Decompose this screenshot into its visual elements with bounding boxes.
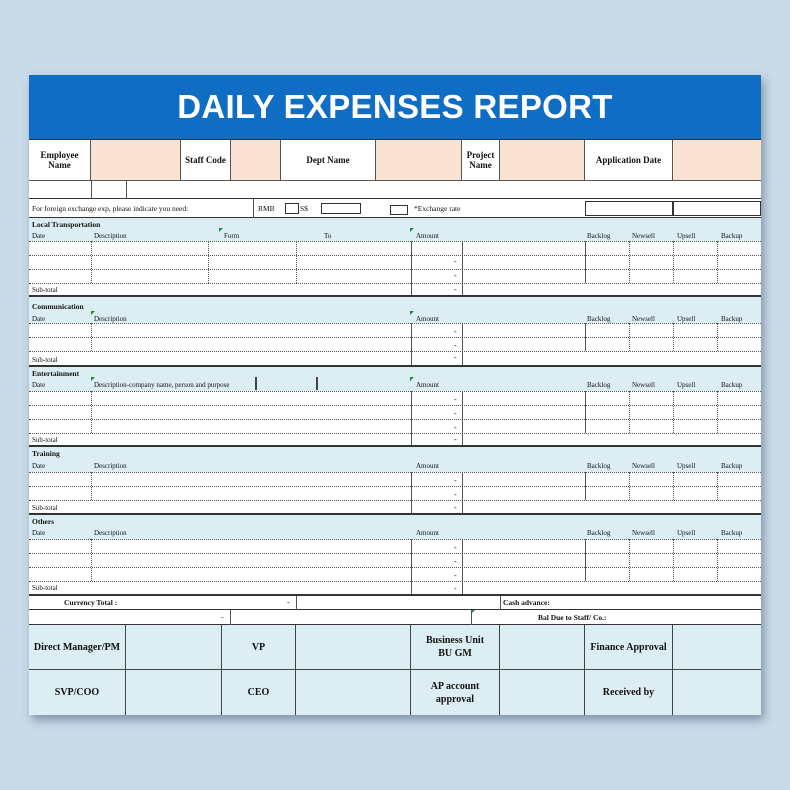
- divider: [673, 539, 674, 581]
- col-entertainment-description: Description-company name, person and purpose: [94, 381, 230, 389]
- col-upsell: Upsell: [677, 529, 696, 537]
- dept-name-field[interactable]: [376, 140, 462, 181]
- subtotal-communication: Sub-total: [32, 356, 58, 364]
- balance-due-row: [29, 610, 761, 625]
- col-date: Date: [32, 315, 46, 323]
- col-to: To: [324, 232, 332, 240]
- col-newsell: Newsell: [632, 462, 655, 470]
- col-backup: Backup: [721, 381, 743, 389]
- col-description: Description: [94, 315, 127, 323]
- divider: [673, 391, 674, 433]
- row-line: [29, 433, 761, 434]
- section-title-communication: Communication: [32, 302, 84, 311]
- rmb-checkbox[interactable]: [285, 203, 299, 214]
- row-line: [29, 539, 761, 540]
- expense-report-sheet: [29, 75, 761, 715]
- amount-dash: -: [454, 271, 457, 280]
- divider: [629, 241, 630, 283]
- project-label-line2: Name: [469, 160, 492, 170]
- divider: [629, 323, 630, 351]
- finance-approval-sign[interactable]: [673, 625, 761, 670]
- divider: [411, 391, 412, 445]
- amount-dash: -: [454, 584, 457, 593]
- finance-approval-label: Finance Approval: [585, 625, 673, 670]
- divider: [411, 472, 412, 513]
- divider: [629, 391, 630, 433]
- col-backlog: Backlog: [587, 315, 611, 323]
- col-newsell: Newsell: [632, 315, 655, 323]
- divider: [126, 181, 127, 199]
- col-date: Date: [32, 529, 46, 537]
- ceo-label: CEO: [222, 670, 296, 715]
- col-backlog: Backlog: [587, 529, 611, 537]
- bu-gm-sign[interactable]: [500, 625, 585, 670]
- ap-line1: AP account: [430, 680, 480, 692]
- row-line: [29, 553, 761, 554]
- vp-label: VP: [222, 625, 296, 670]
- divider: [500, 596, 501, 610]
- amount-dash: -: [454, 285, 457, 294]
- row-line: [29, 500, 761, 501]
- fx-row: [29, 199, 761, 218]
- col-backup: Backup: [721, 529, 743, 537]
- divider: [673, 472, 674, 500]
- exchange-rate-field-1[interactable]: [585, 201, 673, 216]
- bu-line1: Business Unit: [425, 635, 485, 646]
- divider: [462, 391, 463, 445]
- direct-manager-sign[interactable]: [126, 625, 222, 670]
- col-backup: Backup: [721, 315, 743, 323]
- row-line: [29, 323, 761, 324]
- row-line: [29, 419, 761, 420]
- amount-dash: -: [454, 571, 457, 580]
- amount-dash: -: [454, 490, 457, 499]
- currency-total-row: [29, 596, 761, 610]
- col-backlog: Backlog: [587, 381, 611, 389]
- col-upsell: Upsell: [677, 232, 696, 240]
- col-backlog: Backlog: [587, 232, 611, 240]
- comment-marker: [219, 228, 223, 232]
- bu-gm-label: [411, 625, 500, 670]
- col-description: Description: [94, 462, 127, 470]
- divider: [585, 391, 586, 433]
- divider: [411, 323, 412, 365]
- section-title-training: Training: [32, 449, 60, 458]
- ceo-sign[interactable]: [296, 670, 411, 715]
- balance-value: -: [221, 613, 224, 622]
- amount-dash: -: [454, 543, 457, 552]
- employee-name-field[interactable]: [91, 140, 181, 181]
- currency-total-value: -: [287, 598, 290, 607]
- amount-dash: -: [454, 353, 457, 362]
- dept-name-label: Dept Name: [281, 140, 376, 181]
- bal-due-label: Bal Due to Staff/ Co.:: [538, 613, 607, 622]
- section-title-local: Local Transportation: [32, 220, 101, 229]
- ap-account-label: [411, 670, 500, 715]
- exchange-rate-field-2[interactable]: [673, 201, 761, 216]
- divider: [411, 241, 412, 295]
- divider: [471, 610, 472, 625]
- col-description: Description: [94, 232, 127, 240]
- amount-dash: -: [454, 435, 457, 444]
- comment-marker: [410, 228, 414, 232]
- sgd-amount-field[interactable]: [321, 203, 361, 214]
- divider: [717, 241, 718, 283]
- subtotal-entertainment: Sub-total: [32, 436, 58, 444]
- application-date-label: Application Date: [585, 140, 673, 181]
- received-by-sign[interactable]: [673, 670, 761, 715]
- ap-line2: approval: [435, 693, 475, 705]
- col-upsell: Upsell: [677, 462, 696, 470]
- report-title: DAILY EXPENSES REPORT: [29, 75, 761, 139]
- svp-coo-sign[interactable]: [126, 670, 222, 715]
- amount-dash: -: [454, 341, 457, 350]
- col-amount: Amount: [416, 381, 439, 389]
- comment-marker: [91, 377, 95, 381]
- approval-grid: [29, 625, 761, 715]
- divider: [253, 199, 254, 218]
- application-date-field[interactable]: [673, 140, 761, 181]
- col-date: Date: [32, 381, 46, 389]
- direct-manager-label: Direct Manager/PM: [29, 625, 126, 670]
- section-title-others: Others: [32, 517, 55, 526]
- divider: [585, 241, 586, 283]
- bu-line2: BU GM: [438, 648, 472, 659]
- amount-dash: -: [454, 503, 457, 512]
- amount-dash: -: [454, 395, 457, 404]
- header-value-row: [29, 181, 761, 199]
- vp-sign[interactable]: [296, 625, 411, 670]
- divider: [673, 323, 674, 351]
- col-date: Date: [32, 232, 46, 240]
- col-from: Form: [224, 232, 240, 240]
- divider: [585, 472, 586, 500]
- amount-dash: -: [454, 423, 457, 432]
- row-line: [29, 337, 761, 338]
- amount-dash: -: [454, 476, 457, 485]
- header-divider: [255, 377, 257, 390]
- row-line: [29, 283, 761, 284]
- row-line: [29, 472, 761, 473]
- divider: [462, 241, 463, 295]
- col-backlog: Backlog: [587, 462, 611, 470]
- project-label-line1: Project: [466, 149, 495, 160]
- amount-dash: -: [454, 409, 457, 418]
- row-line: [29, 391, 761, 392]
- employee-name-label: Employee Name: [29, 140, 91, 181]
- divider: [462, 323, 463, 365]
- col-upsell: Upsell: [677, 315, 696, 323]
- col-newsell: Newsell: [632, 232, 655, 240]
- cash-advance-label: Cash advance:: [503, 598, 550, 607]
- col-backup: Backup: [721, 462, 743, 470]
- divider: [91, 181, 92, 199]
- row-line: [29, 255, 761, 256]
- row-line: [29, 405, 761, 406]
- divider: [411, 539, 412, 594]
- row-line: [29, 567, 761, 568]
- col-amount: Amount: [416, 529, 439, 537]
- amount-dash: -: [454, 257, 457, 266]
- sgd-label: S$: [300, 204, 308, 213]
- divider: [296, 596, 297, 610]
- amount-dash: -: [454, 557, 457, 566]
- col-newsell: Newsell: [632, 529, 655, 537]
- row-line: [29, 581, 761, 582]
- divider: [629, 539, 630, 581]
- divider: [717, 391, 718, 433]
- project-name-label: [462, 140, 500, 181]
- currency-total-label: Currency Total :: [64, 598, 118, 607]
- comment-marker: [410, 311, 414, 315]
- subtotal-training: Sub-total: [32, 504, 58, 512]
- divider: [717, 323, 718, 351]
- rmb-label: RMB: [258, 204, 275, 213]
- row-line: [29, 351, 761, 352]
- divider: [91, 241, 92, 283]
- ap-account-sign[interactable]: [500, 670, 585, 715]
- svp-coo-label: SVP/COO: [29, 670, 126, 715]
- divider: [673, 241, 674, 283]
- subtotal-local: Sub-total: [32, 286, 58, 294]
- staff-code-label: Staff Code: [181, 140, 231, 181]
- divider: [230, 610, 231, 625]
- col-upsell: Upsell: [677, 381, 696, 389]
- staff-code-field[interactable]: [231, 140, 281, 181]
- col-date: Date: [32, 462, 46, 470]
- col-amount: Amount: [416, 315, 439, 323]
- divider: [91, 472, 92, 500]
- col-amount: Amount: [416, 462, 439, 470]
- divider: [91, 391, 92, 433]
- col-amount: Amount: [416, 232, 439, 240]
- divider: [462, 472, 463, 513]
- fx-note: For foreign exchange exp, please indicate you need:: [32, 204, 189, 213]
- divider: [717, 539, 718, 581]
- received-by-label: Received by: [585, 670, 673, 715]
- col-backup: Backup: [721, 232, 743, 240]
- divider: [585, 323, 586, 351]
- divider: [91, 539, 92, 581]
- divider: [585, 539, 586, 581]
- col-description: Description: [94, 529, 127, 537]
- exchange-rate-label: *Exchange rate: [414, 204, 461, 213]
- project-name-field[interactable]: [500, 140, 585, 181]
- divider: [629, 472, 630, 500]
- header-row: [29, 139, 761, 181]
- row-line: [29, 241, 761, 242]
- comment-marker: [410, 377, 414, 381]
- exchange-rate-box[interactable]: [390, 205, 408, 215]
- comment-marker: [91, 311, 95, 315]
- header-divider: [316, 377, 318, 390]
- divider: [91, 323, 92, 351]
- divider: [462, 539, 463, 594]
- section-title-entertainment: Entertainment: [32, 369, 80, 378]
- row-line: [29, 269, 761, 270]
- col-newsell: Newsell: [632, 381, 655, 389]
- divider: [208, 241, 209, 283]
- amount-dash: -: [454, 327, 457, 336]
- divider: [717, 472, 718, 500]
- subtotal-others: Sub-total: [32, 584, 58, 592]
- divider: [296, 241, 297, 283]
- row-line: [29, 486, 761, 487]
